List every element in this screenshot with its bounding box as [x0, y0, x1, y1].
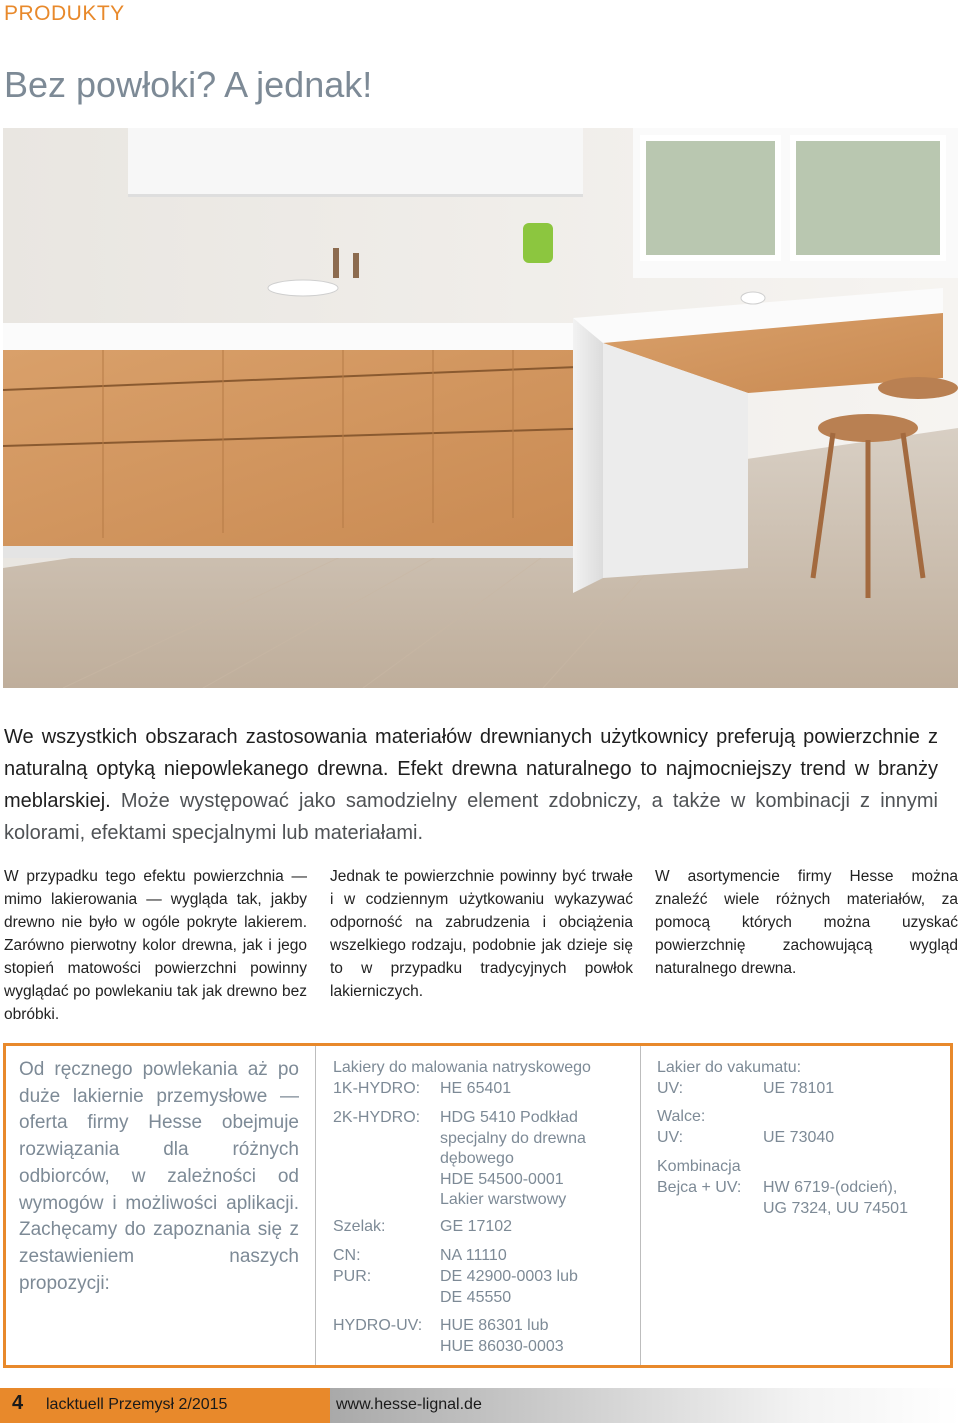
row-value-line: specjalny do drewna [440, 1129, 586, 1147]
row-label: HYDRO-UV: [333, 1317, 423, 1334]
row-value-line: GE 17102 [440, 1218, 513, 1235]
row-label: PUR: [333, 1268, 372, 1285]
row-value [440, 1267, 578, 1308]
row-label: CN: [333, 1247, 361, 1264]
product-box [3, 1043, 953, 1368]
row-value-line: HW 6719-(odcień), [763, 1179, 898, 1196]
footer-url-bar [330, 1388, 960, 1423]
box-intro-text: Od ręcznego powlekania aż po duże lakiernie przemysłowe — oferta firmy Hesse obejmuje rozwiązania dla różnych odbiorców, w zależności od wymogów i możliwości aplikacji. Zachęcamy do zapoznania się z zestawieniem naszych propozycji: [19, 1059, 299, 1294]
row-value-line: DE 42900-0003 lub [440, 1268, 578, 1285]
row-value: UE 78101 [763, 1080, 835, 1097]
box-divider [640, 1046, 641, 1365]
body-column-2: Jednak te powierzchnie powinny być trwałe i w codziennym użytkowaniu wykazywać odporność na zabrudzenia i obciążenia wszelkiego rodzaju, podobnie jak dzieje się to w przypadku tradycyjnych powłok lakierniczych. [330, 868, 633, 1000]
magazine-name: lacktuell Przemysł 2/2015 [46, 1396, 228, 1413]
row-label: UV: [657, 1080, 684, 1097]
row-label: UV: [657, 1129, 684, 1146]
row-value-line: HDG 5410 Podkład [440, 1109, 578, 1126]
row-value-line: HE 65401 [440, 1080, 512, 1097]
lead-paragraph [4, 721, 938, 849]
row-label: 2K-HYDRO: [333, 1109, 421, 1126]
box-divider [315, 1046, 316, 1365]
row-value [440, 1079, 511, 1100]
row-label: 1K-HYDRO: [333, 1080, 421, 1097]
row-value-line: dębowego [440, 1150, 514, 1167]
website-link[interactable]: www.hesse-lignal.de [336, 1396, 482, 1413]
body-column-3: W asortymencie firmy Hesse można znaleźć wiele różnych materiałów, za pomocą których można uzyskać powierzchnię zachowującą wygląd naturalnego drewna. [655, 868, 958, 977]
row-label: Bejca + UV: [657, 1179, 742, 1196]
body-column-1: W przypadku tego efektu powierzchnia — mimo lakierowania — wygląda tak, jakby drewno nie było w ogóle pokryte lakierem. Zarówno pierwotny kolor drewna, jak i jego stopień matowości powierzchni powinny wyglądać po powlekaniu tak jak drewno bez obróbki. [4, 868, 307, 1023]
row-value [440, 1246, 507, 1267]
rollers-title: Walce: [657, 1108, 706, 1125]
row-value-line: Lakier warstwowy [440, 1191, 567, 1208]
kitchen-photo [3, 128, 958, 688]
row-value: UE 73040 [763, 1129, 835, 1146]
spray-lacquers-title: Lakiery do malowania natryskowego [333, 1059, 591, 1076]
row-value [763, 1178, 908, 1219]
footer-accent-bar [0, 1388, 330, 1423]
row-value-line: NA 11110 [440, 1247, 507, 1264]
row-value-line: HUE 86030-0003 [440, 1337, 564, 1355]
section-label: PRODUKTY [4, 2, 125, 25]
lead-part-1: We wszystkich obszarach zastosowania materiałów drewnianych użytkownicy preferują powierzchnie z naturalną optyką niepowlekanego drewna. Efekt drewna naturalnego to najmocniejszy trend w branży meblarskiej. [4, 726, 938, 812]
page-number: 4 [12, 1392, 24, 1414]
page-title: Bez powłoki? A jednak! [4, 64, 373, 105]
lead-part-2: Może występować jako samodzielny element zdobniczy, a także w kombinacji z innymi kolorami, efektami specjalnymi lub materiałami. [4, 790, 938, 844]
page-footer [0, 1388, 960, 1423]
vacuum-lacquer-title: Lakier do vakumatu: [657, 1059, 802, 1076]
row-value [440, 1217, 512, 1238]
row-value [440, 1316, 564, 1357]
row-value-line: HUE 86301 lub [440, 1317, 549, 1334]
row-value-line: HDE 54500-0001 [440, 1170, 564, 1188]
row-value-line: UG 7324, UU 74501 [763, 1199, 908, 1217]
row-label: Szelak: [333, 1218, 386, 1235]
row-value [440, 1108, 586, 1211]
combination-title: Kombinacja [657, 1158, 741, 1175]
row-value-line: DE 45550 [440, 1288, 512, 1306]
